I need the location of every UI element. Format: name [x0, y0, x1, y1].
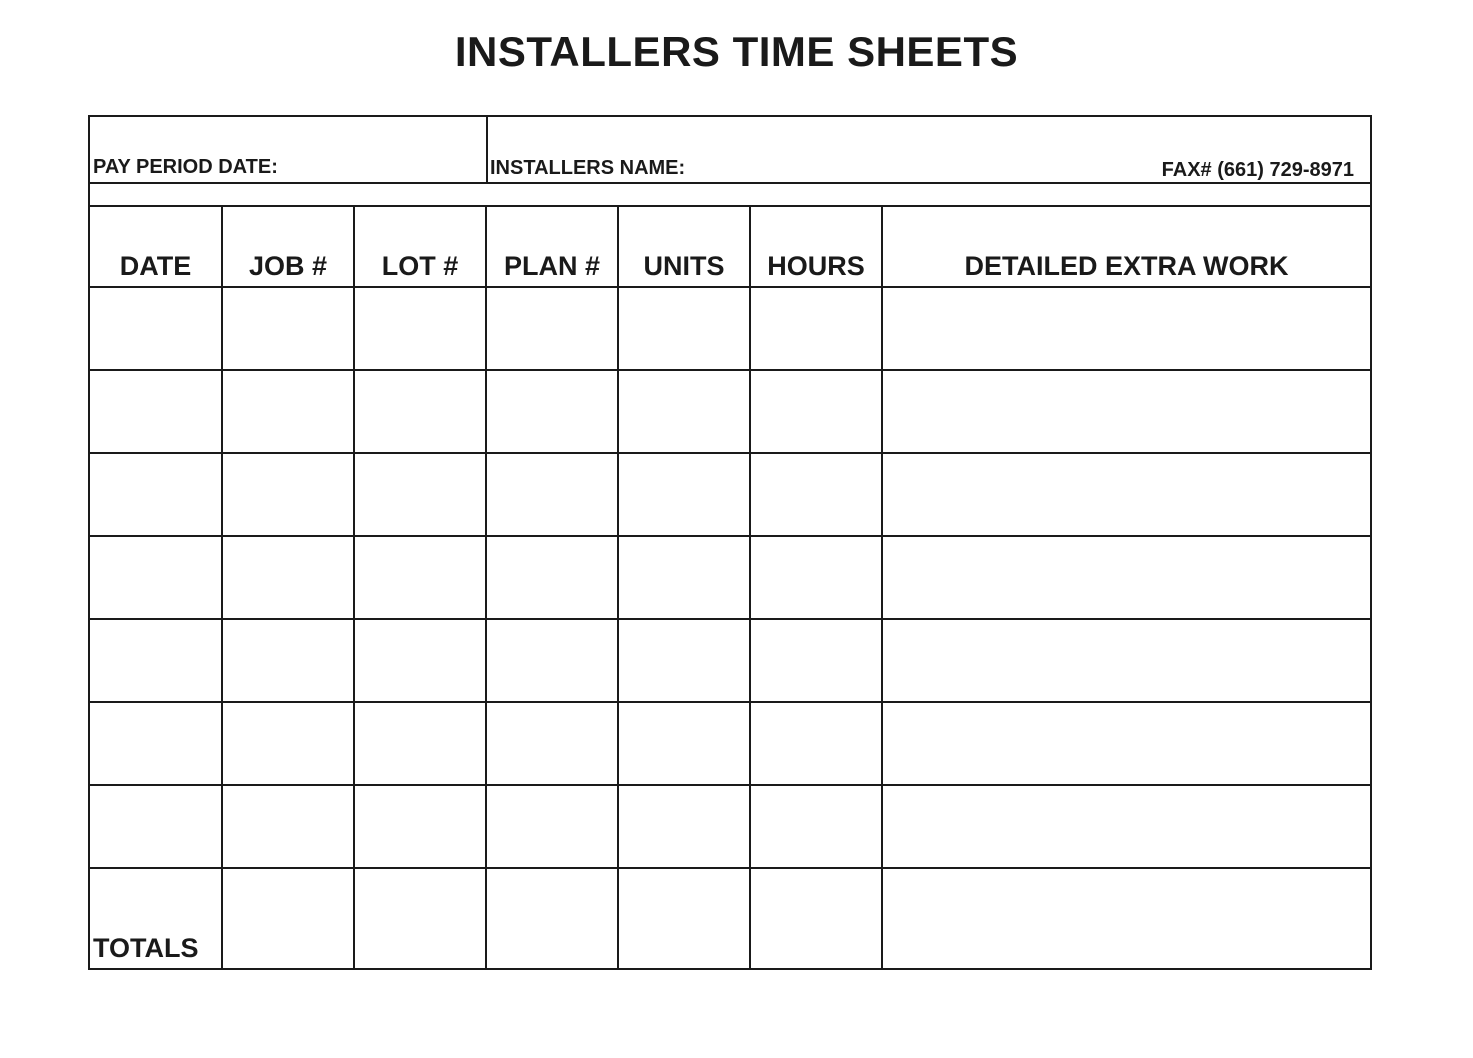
installers-name-field[interactable]: INSTALLERS NAME:: [490, 157, 686, 179]
lot-cell[interactable]: [354, 536, 486, 619]
time-sheet-form: [88, 115, 1372, 970]
extra-work-cell[interactable]: [882, 619, 1370, 702]
job-cell[interactable]: [222, 619, 354, 702]
spacer-row: [90, 184, 1370, 207]
table-row: [90, 453, 1370, 536]
lot-cell[interactable]: [354, 785, 486, 868]
hours-cell[interactable]: [750, 536, 882, 619]
hours-cell[interactable]: [750, 287, 882, 370]
plan-cell[interactable]: [486, 702, 618, 785]
units-cell[interactable]: [618, 287, 750, 370]
job-cell[interactable]: [222, 702, 354, 785]
date-cell[interactable]: [90, 287, 222, 370]
hours-total-cell[interactable]: [750, 868, 882, 968]
lot-total-cell[interactable]: [354, 868, 486, 968]
page-title: INSTALLERS TIME SHEETS: [454, 28, 1019, 75]
extra-work-cell[interactable]: [882, 536, 1370, 619]
header-divider: [486, 117, 488, 184]
extra-work-cell[interactable]: [882, 453, 1370, 536]
lot-cell[interactable]: [354, 370, 486, 453]
plan-total-cell[interactable]: [486, 868, 618, 968]
date-cell[interactable]: [90, 619, 222, 702]
time-entry-table: [90, 207, 1370, 968]
plan-cell[interactable]: [486, 453, 618, 536]
units-cell[interactable]: [618, 536, 750, 619]
fax-number: FAX# (661) 729-8971: [1161, 159, 1354, 181]
extra-work-cell[interactable]: [882, 287, 1370, 370]
column-header-plan: PLAN #: [486, 207, 618, 287]
lot-cell[interactable]: [354, 619, 486, 702]
table-row: [90, 536, 1370, 619]
date-cell[interactable]: [90, 702, 222, 785]
date-cell[interactable]: [90, 785, 222, 868]
plan-cell[interactable]: [486, 619, 618, 702]
job-cell[interactable]: [222, 287, 354, 370]
units-total-cell[interactable]: [618, 868, 750, 968]
job-cell[interactable]: [222, 785, 354, 868]
form-header-row: [90, 117, 1370, 184]
table-row: [90, 370, 1370, 453]
column-header-hours: HOURS: [750, 207, 882, 287]
table-row: [90, 702, 1370, 785]
pay-period-date-field[interactable]: PAY PERIOD DATE:: [93, 156, 278, 178]
hours-cell[interactable]: [750, 702, 882, 785]
column-header-lot: LOT #: [354, 207, 486, 287]
units-cell[interactable]: [618, 370, 750, 453]
job-cell[interactable]: [222, 453, 354, 536]
column-header-job: JOB #: [222, 207, 354, 287]
plan-cell[interactable]: [486, 785, 618, 868]
plan-cell[interactable]: [486, 287, 618, 370]
units-cell[interactable]: [618, 619, 750, 702]
date-cell[interactable]: [90, 453, 222, 536]
units-cell[interactable]: [618, 785, 750, 868]
units-cell[interactable]: [618, 453, 750, 536]
plan-cell[interactable]: [486, 536, 618, 619]
hours-cell[interactable]: [750, 370, 882, 453]
extra-work-cell[interactable]: [882, 370, 1370, 453]
table-header-row: [90, 207, 1370, 287]
column-header-date: DATE: [90, 207, 222, 287]
totals-row: [90, 868, 1370, 968]
table-row: [90, 619, 1370, 702]
column-header-units: UNITS: [618, 207, 750, 287]
extra-work-cell[interactable]: [882, 702, 1370, 785]
job-total-cell[interactable]: [222, 868, 354, 968]
totals-label: TOTALS: [90, 868, 222, 968]
job-cell[interactable]: [222, 370, 354, 453]
hours-cell[interactable]: [750, 785, 882, 868]
plan-cell[interactable]: [486, 370, 618, 453]
extra-work-total-cell[interactable]: [882, 868, 1370, 968]
lot-cell[interactable]: [354, 702, 486, 785]
table-row: [90, 287, 1370, 370]
lot-cell[interactable]: [354, 453, 486, 536]
lot-cell[interactable]: [354, 287, 486, 370]
extra-work-cell[interactable]: [882, 785, 1370, 868]
hours-cell[interactable]: [750, 619, 882, 702]
date-cell[interactable]: [90, 536, 222, 619]
date-cell[interactable]: [90, 370, 222, 453]
column-header-detailed-extra-work: DETAILED EXTRA WORK: [882, 207, 1370, 287]
job-cell[interactable]: [222, 536, 354, 619]
units-cell[interactable]: [618, 702, 750, 785]
hours-cell[interactable]: [750, 453, 882, 536]
table-row: [90, 785, 1370, 868]
